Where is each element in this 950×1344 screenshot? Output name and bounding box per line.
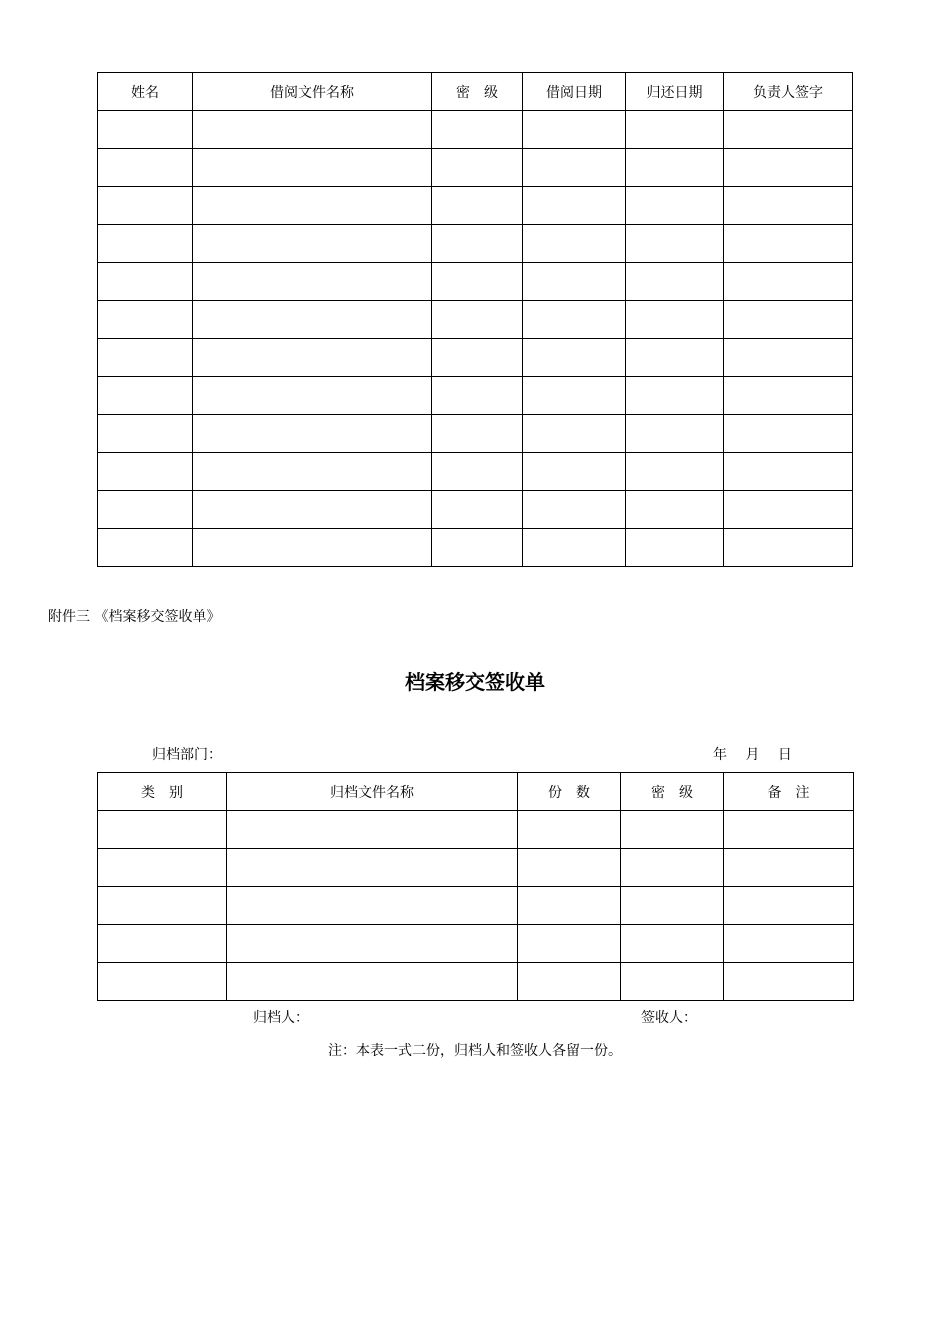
table-cell[interactable] xyxy=(518,887,621,925)
table-cell[interactable] xyxy=(193,453,432,491)
column-header-signature: 负责人签字 xyxy=(724,73,853,111)
table-cell[interactable] xyxy=(626,225,724,263)
table-cell[interactable] xyxy=(523,263,626,301)
table-row xyxy=(98,339,853,377)
column-header-return-date: 归还日期 xyxy=(626,73,724,111)
table-cell[interactable] xyxy=(626,187,724,225)
filer-label: 归档人： xyxy=(253,1010,309,1026)
column-header-name: 姓名 xyxy=(98,73,193,111)
table-cell[interactable] xyxy=(98,963,227,1001)
table-cell[interactable] xyxy=(432,453,523,491)
column-header-classification: 密 级 xyxy=(621,773,724,811)
table-row xyxy=(98,453,853,491)
table-cell[interactable] xyxy=(621,963,724,1001)
table-cell[interactable] xyxy=(621,925,724,963)
table-cell[interactable] xyxy=(98,301,193,339)
borrow-table-body xyxy=(98,111,853,567)
table-cell[interactable] xyxy=(432,529,523,567)
table-cell[interactable] xyxy=(432,111,523,149)
table-cell[interactable] xyxy=(98,111,193,149)
table-cell[interactable] xyxy=(432,301,523,339)
table-cell[interactable] xyxy=(193,491,432,529)
table-row xyxy=(98,111,853,149)
table-row xyxy=(98,963,854,1001)
table-header-row xyxy=(98,73,853,111)
table-cell[interactable] xyxy=(518,963,621,1001)
table-cell[interactable] xyxy=(193,301,432,339)
table-header-row xyxy=(98,773,854,811)
table-row xyxy=(98,377,853,415)
table-cell[interactable] xyxy=(98,529,193,567)
table-cell[interactable] xyxy=(432,339,523,377)
table-cell[interactable] xyxy=(626,339,724,377)
table-cell[interactable] xyxy=(98,849,227,887)
table-cell[interactable] xyxy=(98,453,193,491)
table-cell[interactable] xyxy=(626,301,724,339)
attachment-label: 附件三 《档案移交签收单》 xyxy=(48,609,221,625)
table-row xyxy=(98,925,854,963)
column-header-borrow-date: 借阅日期 xyxy=(523,73,626,111)
column-header-category: 类 别 xyxy=(98,773,227,811)
table-cell[interactable] xyxy=(724,415,853,453)
table-cell[interactable] xyxy=(621,887,724,925)
table-cell[interactable] xyxy=(523,111,626,149)
table-cell[interactable] xyxy=(193,529,432,567)
table-cell[interactable] xyxy=(98,263,193,301)
table-cell[interactable] xyxy=(724,339,853,377)
table-cell[interactable] xyxy=(227,887,518,925)
table-row xyxy=(98,849,854,887)
table-cell[interactable] xyxy=(724,453,853,491)
department-label: 归档部门： xyxy=(152,747,222,763)
table-cell[interactable] xyxy=(724,225,853,263)
table-cell[interactable] xyxy=(193,377,432,415)
table-cell[interactable] xyxy=(193,149,432,187)
table-row xyxy=(98,301,853,339)
borrow-record-table xyxy=(97,72,853,567)
table-cell[interactable] xyxy=(523,339,626,377)
table-cell[interactable] xyxy=(523,301,626,339)
table-cell[interactable] xyxy=(724,849,854,887)
table-row xyxy=(98,263,853,301)
table-cell[interactable] xyxy=(724,149,853,187)
table-cell[interactable] xyxy=(626,415,724,453)
table-cell[interactable] xyxy=(518,811,621,849)
table-cell[interactable] xyxy=(98,187,193,225)
table-cell[interactable] xyxy=(98,415,193,453)
table-cell[interactable] xyxy=(193,415,432,453)
table-cell[interactable] xyxy=(432,225,523,263)
table-cell[interactable] xyxy=(227,849,518,887)
table-cell[interactable] xyxy=(432,377,523,415)
table-cell[interactable] xyxy=(626,111,724,149)
table-cell[interactable] xyxy=(621,811,724,849)
table-cell[interactable] xyxy=(724,301,853,339)
table-cell[interactable] xyxy=(724,811,854,849)
receiver-label: 签收人： xyxy=(641,1010,697,1026)
table-cell[interactable] xyxy=(724,111,853,149)
table-cell[interactable] xyxy=(724,887,854,925)
table-row xyxy=(98,529,853,567)
table-cell[interactable] xyxy=(523,491,626,529)
table-cell[interactable] xyxy=(432,415,523,453)
table-cell[interactable] xyxy=(98,925,227,963)
table-cell[interactable] xyxy=(98,491,193,529)
table-cell[interactable] xyxy=(193,111,432,149)
table-row xyxy=(98,887,854,925)
column-header-remarks: 备 注 xyxy=(724,773,854,811)
table-cell[interactable] xyxy=(626,263,724,301)
table-cell[interactable] xyxy=(523,529,626,567)
table-cell[interactable] xyxy=(227,963,518,1001)
table-cell[interactable] xyxy=(626,529,724,567)
table-cell[interactable] xyxy=(621,849,724,887)
table-cell[interactable] xyxy=(432,187,523,225)
column-header-classification: 密 级 xyxy=(432,73,523,111)
table-cell[interactable] xyxy=(98,339,193,377)
table-cell[interactable] xyxy=(724,963,854,1001)
table-cell[interactable] xyxy=(724,925,854,963)
table-cell[interactable] xyxy=(724,263,853,301)
table-cell[interactable] xyxy=(523,453,626,491)
transfer-table-body xyxy=(98,811,854,1001)
table-row xyxy=(98,491,853,529)
table-cell[interactable] xyxy=(193,187,432,225)
table-cell[interactable] xyxy=(724,491,853,529)
table-row xyxy=(98,187,853,225)
table-cell[interactable] xyxy=(193,225,432,263)
table-cell[interactable] xyxy=(98,225,193,263)
table-cell[interactable] xyxy=(432,491,523,529)
table-cell[interactable] xyxy=(193,263,432,301)
table-row xyxy=(98,811,854,849)
table-cell[interactable] xyxy=(724,377,853,415)
note-text: 注：本表一式二份，归档人和签收人各留一份。 xyxy=(328,1043,622,1059)
table-cell[interactable] xyxy=(518,925,621,963)
form-title: 档案移交签收单 xyxy=(405,670,545,694)
table-cell[interactable] xyxy=(523,149,626,187)
table-cell[interactable] xyxy=(432,263,523,301)
table-cell[interactable] xyxy=(98,811,227,849)
table-cell[interactable] xyxy=(523,415,626,453)
table-cell[interactable] xyxy=(724,529,853,567)
column-header-copies: 份 数 xyxy=(518,773,621,811)
table-cell[interactable] xyxy=(227,925,518,963)
table-cell[interactable] xyxy=(523,377,626,415)
table-cell[interactable] xyxy=(432,149,523,187)
table-cell[interactable] xyxy=(626,377,724,415)
table-cell[interactable] xyxy=(626,453,724,491)
date-label: 年 月 日 xyxy=(713,747,792,763)
table-row xyxy=(98,415,853,453)
table-cell[interactable] xyxy=(227,811,518,849)
table-cell[interactable] xyxy=(724,187,853,225)
table-cell[interactable] xyxy=(626,491,724,529)
table-cell[interactable] xyxy=(518,849,621,887)
table-cell[interactable] xyxy=(193,339,432,377)
table-cell[interactable] xyxy=(523,187,626,225)
table-row xyxy=(98,149,853,187)
transfer-receipt-table xyxy=(97,772,854,1001)
table-cell[interactable] xyxy=(523,225,626,263)
table-cell[interactable] xyxy=(626,149,724,187)
table-cell[interactable] xyxy=(98,887,227,925)
table-row xyxy=(98,225,853,263)
column-header-filed-document-name: 归档文件名称 xyxy=(227,773,518,811)
table-cell[interactable] xyxy=(98,149,193,187)
table-cell[interactable] xyxy=(98,377,193,415)
column-header-document-name: 借阅文件名称 xyxy=(193,73,432,111)
